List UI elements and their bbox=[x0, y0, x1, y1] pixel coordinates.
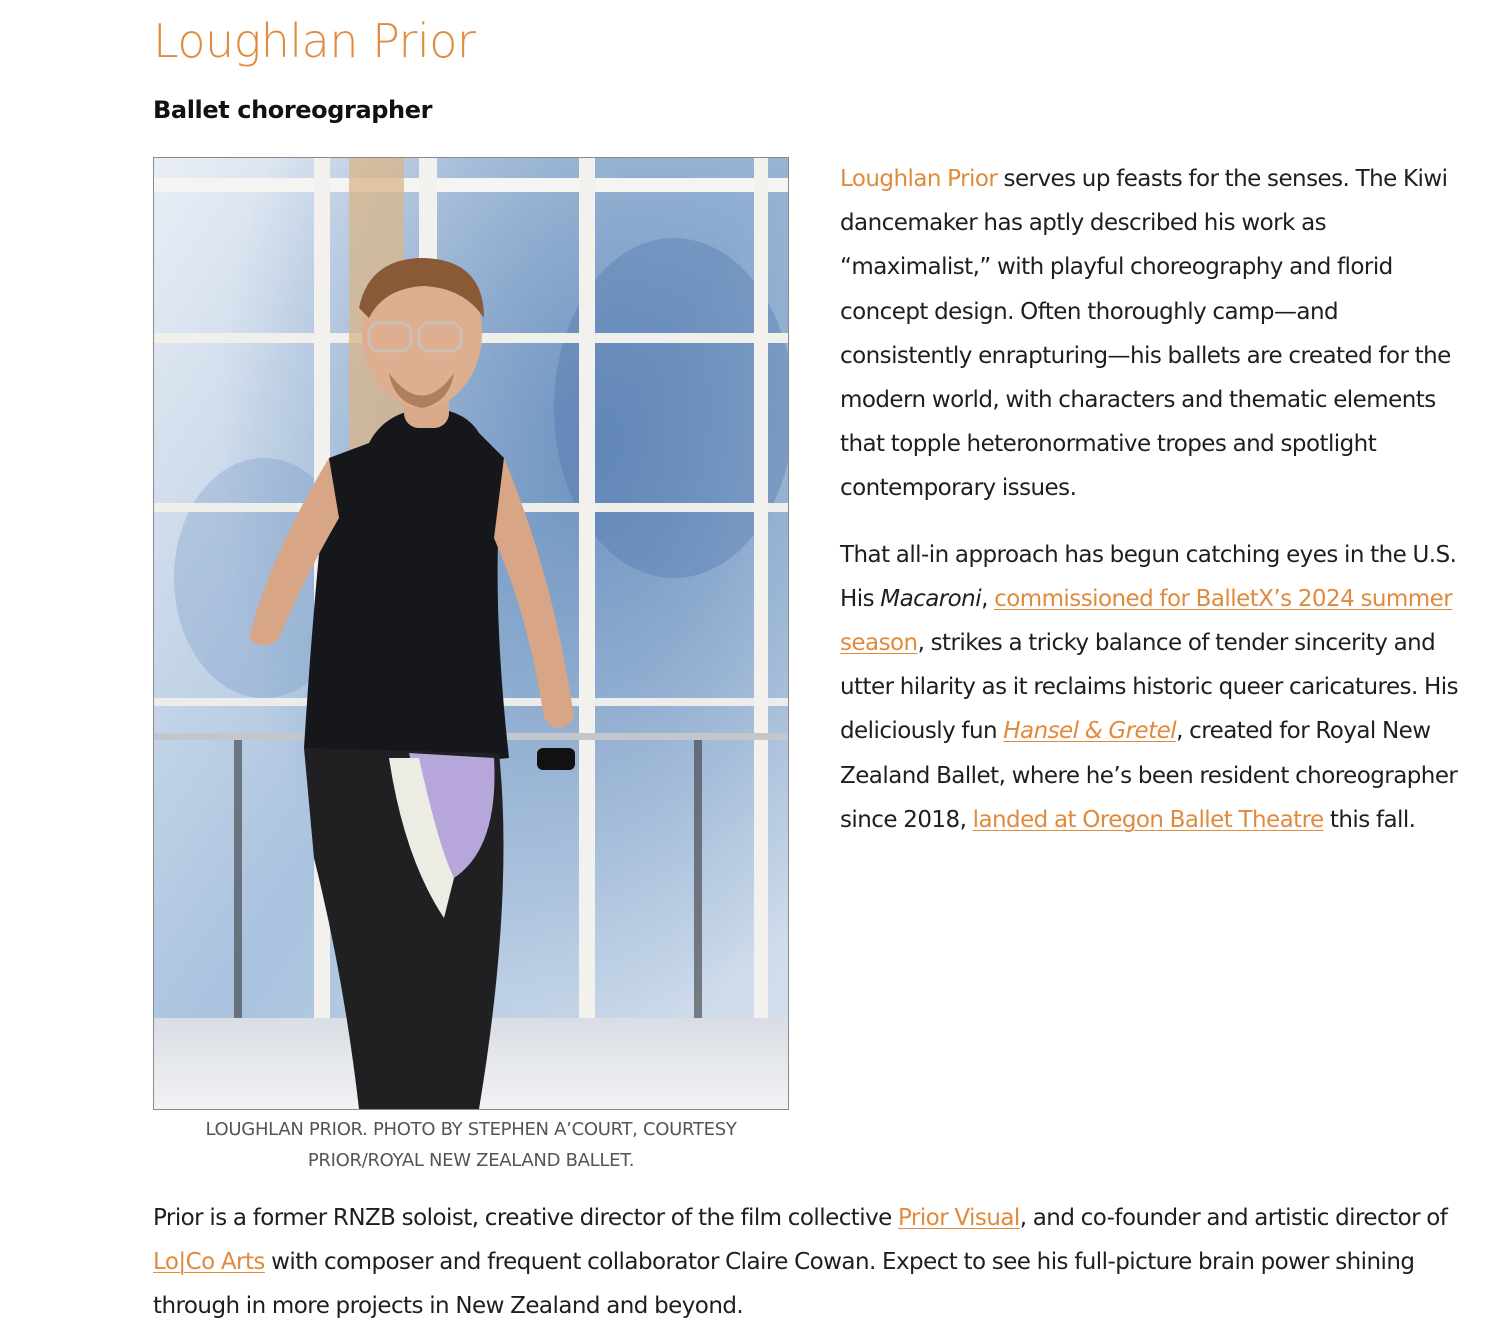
link-oregon-ballet-theatre[interactable]: landed at Oregon Ballet Theatre bbox=[972, 806, 1324, 833]
hansel-gretel-title: Hansel & Gretel bbox=[1003, 718, 1177, 745]
portrait-photo-illustration bbox=[154, 158, 788, 1109]
article-title: Loughlan Prior bbox=[153, 14, 476, 68]
link-loco-arts[interactable]: Lo|Co Arts bbox=[153, 1249, 265, 1276]
photo-figure bbox=[153, 157, 789, 1176]
article-subtitle: Ballet choreographer bbox=[153, 96, 433, 124]
portrait-photo bbox=[153, 157, 789, 1110]
paragraph-us-text-2: , bbox=[981, 585, 995, 612]
paragraph-intro-text: serves up feasts for the senses. The Kiwi dancemaker has aptly described his work as “maximalist,” with playful choreography and florid concept design. Often thoroughly camp—and consistently enrapturing—his ballets are created for the modern world, with characters and thematic elements that topple heteronormative tropes and spotlight contemporary issues. bbox=[840, 166, 1451, 502]
paragraph-intro bbox=[840, 157, 1465, 511]
photo-caption: LOUGHLAN PRIOR. PHOTO BY STEPHEN A’COURT, COURTESY PRIOR/ROYAL NEW ZEALAND BALLET. bbox=[205, 1119, 737, 1171]
macaroni-title: Macaroni bbox=[880, 585, 982, 612]
paragraph-us-work bbox=[840, 533, 1465, 842]
link-commissioned-balletx[interactable]: commissioned for BalletX’s 2024 summer season bbox=[840, 585, 1453, 657]
paragraph-background-text-1: Prior is a former RNZB soloist, creative director of the film collective bbox=[153, 1205, 899, 1231]
paragraph-us-text-1: That all-in approach has begun catching eyes in the U.S. His bbox=[840, 541, 1457, 612]
paragraph-us-text-3: , strikes a tricky balance of tender sincerity and utter hilarity as it reclaims historic queer caricatures. His deliciously fun bbox=[840, 630, 1459, 745]
article-body-column bbox=[840, 157, 1470, 864]
link-prior-visual[interactable]: Prior Visual bbox=[898, 1205, 1020, 1231]
paragraph-background-text-2: , and co-founder and artistic director of bbox=[1019, 1205, 1448, 1231]
paragraph-background-text-3: with composer and frequent collaborator Claire Cowan. Expect to see his full-picture brain power shining through in more projects in New Zealand and beyond. bbox=[153, 1249, 1415, 1320]
paragraph-us-text-5: this fall. bbox=[1323, 806, 1416, 833]
link-hansel-gretel[interactable] bbox=[1003, 718, 1176, 744]
paragraph-us-text-4: , created for Royal New Zealand Ballet, where he’s been resident choreographer since 2018, bbox=[840, 718, 1458, 833]
paragraph-background bbox=[153, 1196, 1473, 1329]
link-loughlan-prior[interactable]: Loughlan Prior bbox=[840, 166, 998, 192]
